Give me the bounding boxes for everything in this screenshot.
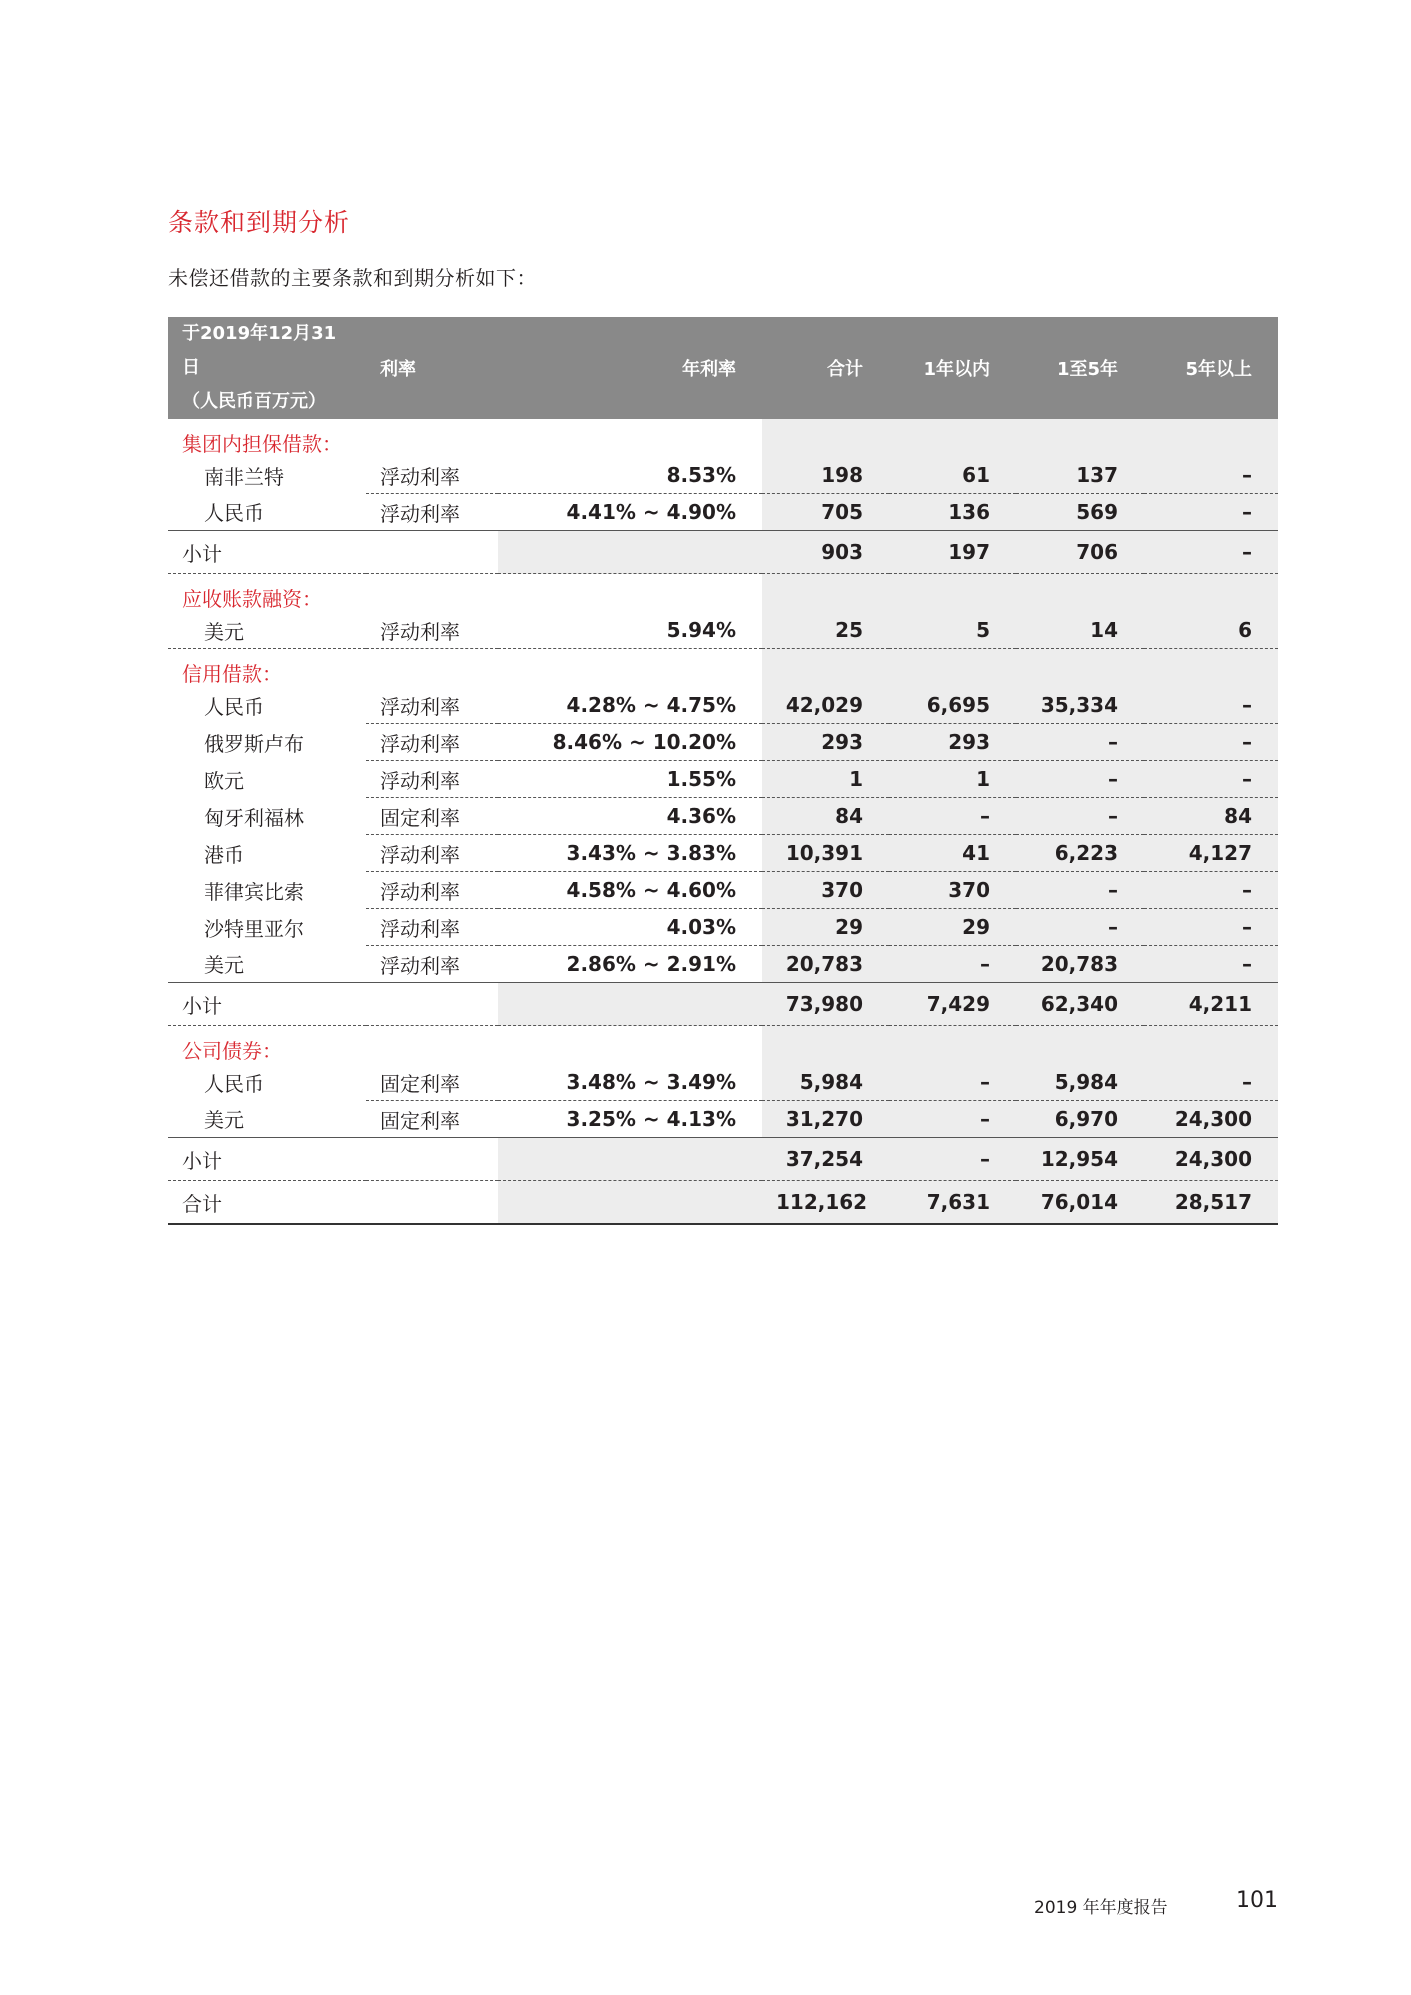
- total-value: 29: [762, 909, 889, 946]
- 1-to-5y-value: –: [1016, 909, 1144, 946]
- grand-total-over-5y: 28,517: [1144, 1181, 1278, 1225]
- within-1y-value: 5: [889, 612, 1016, 649]
- annual-rate: 4.28% ~ 4.75%: [498, 687, 762, 724]
- over-5y-value: 4,127: [1144, 835, 1278, 872]
- category-blank-cell: [1144, 419, 1278, 457]
- table-row: [168, 761, 1278, 798]
- category-label: 信用借款：: [182, 662, 282, 686]
- 1-to-5y-value: –: [1016, 761, 1144, 798]
- grand-total-value: 112,162: [762, 1181, 889, 1225]
- total-value: 705: [762, 494, 889, 531]
- header-date: [168, 317, 366, 419]
- rate-type: 浮动利率: [366, 909, 498, 946]
- header-date-line1: 于2019年12月31日: [182, 323, 337, 378]
- table-row: [168, 1064, 1278, 1101]
- 1-to-5y-value: –: [1016, 724, 1144, 761]
- 1-to-5y-value: 569: [1016, 494, 1144, 531]
- annual-rate: 2.86% ~ 2.91%: [498, 946, 762, 983]
- subtotal-over-5y: –: [1144, 531, 1278, 574]
- annual-rate: 3.43% ~ 3.83%: [498, 835, 762, 872]
- within-1y-value: 370: [889, 872, 1016, 909]
- grand-total-label: 合计: [168, 1181, 366, 1225]
- rate-type: 固定利率: [366, 1101, 498, 1138]
- annual-rate: 1.55%: [498, 761, 762, 798]
- borrowings-table: [168, 317, 1278, 1225]
- total-value: 293: [762, 724, 889, 761]
- subtotal-1-to-5y: 62,340: [1016, 983, 1144, 1026]
- subtotal-total: 73,980: [762, 983, 889, 1026]
- currency-name: 美元: [168, 612, 366, 649]
- annual-rate: 3.25% ~ 4.13%: [498, 1101, 762, 1138]
- annual-rate: 5.94%: [498, 612, 762, 649]
- subtotal-within-1y: –: [889, 1138, 1016, 1181]
- subtotal-label: 小计: [168, 531, 366, 574]
- page-number: 101: [1236, 1888, 1278, 1913]
- total-value: 10,391: [762, 835, 889, 872]
- category-label: 集团内担保借款：: [182, 432, 342, 456]
- table-row: [168, 612, 1278, 649]
- annual-rate: 8.53%: [498, 457, 762, 494]
- subtotal-blank-cell: [366, 983, 498, 1026]
- currency-name: 俄罗斯卢布: [204, 731, 304, 756]
- subtotal-1-to-5y: 706: [1016, 531, 1144, 574]
- rate-type: 浮动利率: [366, 612, 498, 649]
- category-blank-cell: [1144, 1026, 1278, 1065]
- over-5y-value: –: [1144, 872, 1278, 909]
- within-1y-value: 1: [889, 761, 1016, 798]
- header-over-5y: 5年以上: [1185, 359, 1252, 380]
- subtotal-within-1y: 197: [889, 531, 1016, 574]
- category-blank-cell: [1016, 574, 1144, 613]
- subtotal-blank-cell: [366, 1138, 498, 1181]
- 1-to-5y-value: 6,970: [1016, 1101, 1144, 1138]
- rate-type: 浮动利率: [366, 946, 498, 983]
- 1-to-5y-value: –: [1016, 872, 1144, 909]
- 1-to-5y-value: –: [1016, 798, 1144, 835]
- currency-name: 沙特里亚尔: [204, 916, 304, 941]
- total-value: 5,984: [762, 1064, 889, 1101]
- subtotal-total: 37,254: [762, 1138, 889, 1181]
- annual-rate: 4.03%: [498, 909, 762, 946]
- grand-total-blank-cell: [366, 1181, 498, 1225]
- over-5y-value: –: [1144, 909, 1278, 946]
- currency-name: 港币: [204, 842, 244, 867]
- currency-name: 美元: [168, 946, 366, 983]
- header-date-line2: （人民币百万元）: [182, 391, 326, 412]
- total-value: 31,270: [762, 1101, 889, 1138]
- over-5y-value: –: [1144, 457, 1278, 494]
- grand-total-blank-cell: [498, 1181, 762, 1225]
- category-blank-cell: [762, 419, 889, 457]
- category-blank-cell: [762, 574, 889, 613]
- table-row: [168, 909, 1278, 946]
- rate-type: 浮动利率: [366, 835, 498, 872]
- currency-name: 菲律宾比索: [204, 879, 304, 904]
- over-5y-value: –: [1144, 494, 1278, 531]
- rate-type: 固定利率: [366, 798, 498, 835]
- table-row: [168, 835, 1278, 872]
- over-5y-value: –: [1144, 946, 1278, 983]
- annual-rate: 3.48% ~ 3.49%: [498, 1064, 762, 1101]
- rate-type: 浮动利率: [366, 872, 498, 909]
- subtotal-1-to-5y: 12,954: [1016, 1138, 1144, 1181]
- within-1y-value: 41: [889, 835, 1016, 872]
- category-row: [168, 649, 1278, 688]
- within-1y-value: –: [889, 946, 1016, 983]
- category-blank-cell: [1016, 419, 1144, 457]
- category-blank-cell: [889, 1026, 1016, 1065]
- table-row: [168, 1101, 1278, 1138]
- over-5y-value: 84: [1144, 798, 1278, 835]
- subtotal-blank-cell: [498, 983, 762, 1026]
- category-blank-cell: [1144, 649, 1278, 688]
- table-row: [168, 687, 1278, 724]
- table-row: [168, 872, 1278, 909]
- total-value: 1: [762, 761, 889, 798]
- category-blank-cell: [762, 649, 889, 688]
- rate-type: 浮动利率: [366, 494, 498, 531]
- currency-name: 人民币: [168, 494, 366, 531]
- table-row: [168, 494, 1278, 531]
- footer-report-title: 2019 年年度报告: [1034, 1898, 1168, 1918]
- subtotal-over-5y: 4,211: [1144, 983, 1278, 1026]
- category-label: 公司债券：: [182, 1039, 282, 1063]
- subtotal-blank-cell: [498, 531, 762, 574]
- within-1y-value: 136: [889, 494, 1016, 531]
- intro-text: 未偿还借款的主要条款和到期分析如下：: [168, 266, 537, 290]
- currency-name: 人民币: [204, 1071, 264, 1096]
- 1-to-5y-value: 5,984: [1016, 1064, 1144, 1101]
- subtotal-total: 903: [762, 531, 889, 574]
- grand-total-within-1y: 7,631: [889, 1181, 1016, 1225]
- header-total: 合计: [827, 359, 863, 380]
- within-1y-value: 61: [889, 457, 1016, 494]
- category-row: [168, 419, 1278, 457]
- header-1-to-5y: 1至5年: [1056, 359, 1118, 380]
- header-rate-type: 利率: [380, 359, 416, 380]
- 1-to-5y-value: 14: [1016, 612, 1144, 649]
- annual-rate: 4.41% ~ 4.90%: [498, 494, 762, 531]
- rate-type: 浮动利率: [366, 687, 498, 724]
- section-title: 条款和到期分析: [168, 208, 351, 237]
- annual-rate: 4.58% ~ 4.60%: [498, 872, 762, 909]
- within-1y-value: 29: [889, 909, 1016, 946]
- annual-rate: 8.46% ~ 10.20%: [498, 724, 762, 761]
- rate-type: 浮动利率: [366, 761, 498, 798]
- currency-name: 欧元: [204, 768, 244, 793]
- rate-type: 固定利率: [366, 1064, 498, 1101]
- table-row: [168, 724, 1278, 761]
- 1-to-5y-value: 6,223: [1016, 835, 1144, 872]
- table-row: [168, 457, 1278, 494]
- within-1y-value: –: [889, 798, 1016, 835]
- category-row: [168, 574, 1278, 613]
- within-1y-value: –: [889, 1064, 1016, 1101]
- subtotal-label: 小计: [168, 1138, 366, 1181]
- over-5y-value: 6: [1144, 612, 1278, 649]
- subtotal-blank-cell: [498, 1138, 762, 1181]
- header-within-1y: 1年以内: [923, 359, 990, 380]
- category-blank-cell: [1016, 1026, 1144, 1065]
- total-value: 42,029: [762, 687, 889, 724]
- within-1y-value: 293: [889, 724, 1016, 761]
- over-5y-value: –: [1144, 724, 1278, 761]
- subtotal-blank-cell: [366, 531, 498, 574]
- 1-to-5y-value: 20,783: [1016, 946, 1144, 983]
- table-row: [168, 946, 1278, 983]
- total-value: 84: [762, 798, 889, 835]
- total-value: 370: [762, 872, 889, 909]
- rate-type: 浮动利率: [366, 724, 498, 761]
- category-blank-cell: [889, 419, 1016, 457]
- total-value: 20,783: [762, 946, 889, 983]
- header-annual-rate: 年利率: [682, 359, 736, 380]
- over-5y-value: –: [1144, 1064, 1278, 1101]
- within-1y-value: –: [889, 1101, 1016, 1138]
- over-5y-value: 24,300: [1144, 1101, 1278, 1138]
- category-blank-cell: [889, 649, 1016, 688]
- category-blank-cell: [762, 1026, 889, 1065]
- currency-name: 人民币: [204, 694, 264, 719]
- within-1y-value: 6,695: [889, 687, 1016, 724]
- 1-to-5y-value: 137: [1016, 457, 1144, 494]
- category-row: [168, 1026, 1278, 1065]
- over-5y-value: –: [1144, 687, 1278, 724]
- over-5y-value: –: [1144, 761, 1278, 798]
- total-value: 198: [762, 457, 889, 494]
- table-header-row: [168, 317, 1278, 419]
- category-blank-cell: [1144, 574, 1278, 613]
- table-row: [168, 798, 1278, 835]
- subtotal-row: [168, 531, 1278, 574]
- rate-type: 浮动利率: [366, 457, 498, 494]
- annual-rate: 4.36%: [498, 798, 762, 835]
- category-blank-cell: [1016, 649, 1144, 688]
- grand-total-row: [168, 1181, 1278, 1225]
- category-blank-cell: [889, 574, 1016, 613]
- subtotal-over-5y: 24,300: [1144, 1138, 1278, 1181]
- currency-name: 匈牙利福林: [204, 805, 304, 830]
- table-body: [168, 419, 1278, 1224]
- category-label: 应收账款融资：: [182, 587, 322, 611]
- subtotal-within-1y: 7,429: [889, 983, 1016, 1026]
- grand-total-1-to-5y: 76,014: [1016, 1181, 1144, 1225]
- currency-name: 南非兰特: [204, 464, 284, 489]
- total-value: 25: [762, 612, 889, 649]
- subtotal-label: 小计: [168, 983, 366, 1026]
- 1-to-5y-value: 35,334: [1016, 687, 1144, 724]
- currency-name: 美元: [168, 1101, 366, 1138]
- subtotal-row: [168, 1138, 1278, 1181]
- subtotal-row: [168, 983, 1278, 1026]
